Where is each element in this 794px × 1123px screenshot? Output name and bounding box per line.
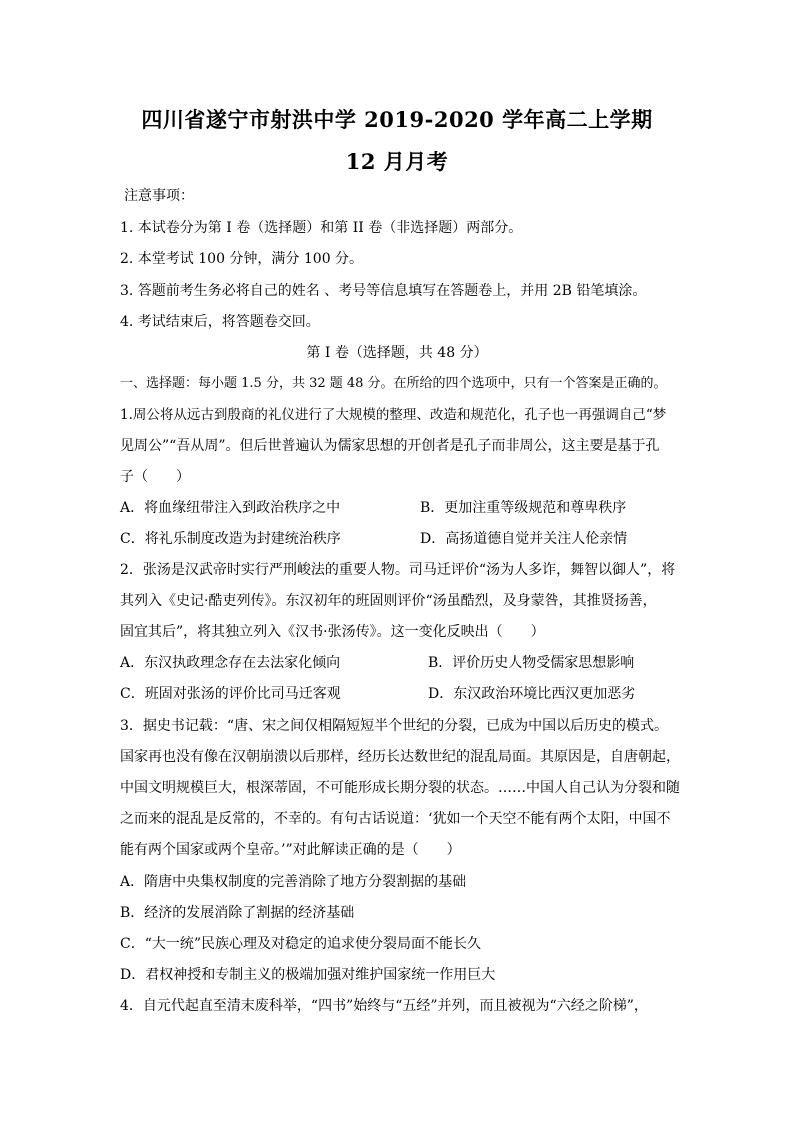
question-3-option-c: C．“大一统”民族心理及对稳定的追求使分裂局面不能长久 bbox=[120, 936, 482, 952]
question-3-stem-line-4: 之而来的混乱是反常的，不幸的。有句古话说道：‘犹如一个天空不能有两个太阳，中国不 bbox=[120, 811, 671, 827]
question-2-stem-line-1: 2．张汤是汉武帝时实行严刑峻法的重要人物。司马迁评价“汤为人多诈，舞智以御人”，将 bbox=[120, 562, 676, 578]
question-1-option-a: A．将血缘纽带注入到政治秩序之中 bbox=[120, 500, 341, 516]
question-2-option-a: A．东汉执政理念存在去法家化倾向 bbox=[120, 655, 341, 671]
question-3-stem-line-3: 中国文明规模巨大，根深蒂固，不可能形成长期分裂的状态。……中国人自己认为分裂和随 bbox=[120, 780, 680, 796]
question-3-option-d: D．君权神授和专制主义的极端加强对维护国家统一作用巨大 bbox=[120, 967, 496, 983]
question-2-stem-line-3: 固宜其后”，将其独立列入《汉书·张汤传》。这一变化反映出（ ） bbox=[120, 624, 545, 640]
question-3-option-a: A．隋唐中央集权制度的完善消除了地方分裂割据的基础 bbox=[120, 874, 467, 890]
question-1-option-c: C．将礼乐制度改造为封建统治秩序 bbox=[120, 531, 341, 547]
question-1-stem-line-3: 子（ ） bbox=[120, 469, 190, 485]
question-1-stem-line-1: 1.周公将从远古到殷商的礼仪进行了大规模的整理、改造和规范化，孔子也一再强调自己“梦 bbox=[120, 407, 667, 423]
question-1-option-b: B．更加注重等级规范和尊卑秩序 bbox=[420, 500, 627, 516]
notice-heading: 注意事项： bbox=[124, 188, 194, 204]
question-2-option-b: B．评价历史人物受儒家思想影响 bbox=[428, 655, 635, 671]
question-2-option-c: C．班固对张汤的评价比司马迁客观 bbox=[120, 686, 341, 702]
notice-item-2: 2. 本堂考试 100 分钟，满分 100 分。 bbox=[120, 251, 364, 267]
question-3-stem-line-2: 国家再也没有像在汉朝崩溃以后那样，经历长达数世纪的混乱局面。其原因是，自唐朝起， bbox=[120, 749, 680, 765]
notice-item-3: 3. 答题前考生务必将自己的姓名 、考号等信息填写在答题卷上，并用 2B 铅笔填涂。 bbox=[120, 283, 647, 299]
notice-item-1: 1. 本试卷分为第 I 卷（选择题）和第 II 卷（非选择题）两部分。 bbox=[120, 220, 523, 236]
question-1-option-d: D．高扬道德自觉并关注人伦亲情 bbox=[420, 531, 628, 547]
exam-title-line1: 四川省遂宁市射洪中学 2019-2020 学年高二上学期 bbox=[141, 107, 653, 132]
question-3-stem-line-5: 能有两个国家或两个皇帝。’”对此解读正确的是（ ） bbox=[120, 842, 461, 858]
question-2-option-d: D．东汉政治环境比西汉更加恶劣 bbox=[428, 686, 636, 702]
question-3-option-b: B．经济的发展消除了割据的经济基础 bbox=[120, 905, 355, 921]
exam-title-line2: 12 月月考 bbox=[345, 149, 449, 174]
question-2-stem-line-2: 其列入《史记·酷吏列传》。东汉初年的班固则评价“汤虽酷烈，及身蒙咎，其推贤扬善， bbox=[120, 593, 657, 609]
section-heading: 第 I 卷（选择题，共 48 分） bbox=[306, 345, 488, 361]
question-4-stem-line-1: 4．自元代起直至清末废科举，“四书”始终与“五经”并列，而且被视为“六经之阶梯”， bbox=[120, 998, 648, 1014]
question-3-stem-line-1: 3．据史书记载：“唐、宋之间仅相隔短短半个世纪的分裂，已成为中国以后历史的模式。 bbox=[120, 718, 669, 734]
notice-item-4: 4. 考试结束后，将答题卷交回。 bbox=[120, 314, 320, 330]
question-1-stem-line-2: 见周公”“吾从周”。但后世普遍认为儒家思想的开创者是孔子而非周公，这主要是基于孔 bbox=[120, 438, 660, 454]
section-instruction: 一、选择题：每小题 1.5 分，共 32 题 48 分。在所给的四个选项中，只有一个答案是正确的。 bbox=[120, 376, 667, 391]
